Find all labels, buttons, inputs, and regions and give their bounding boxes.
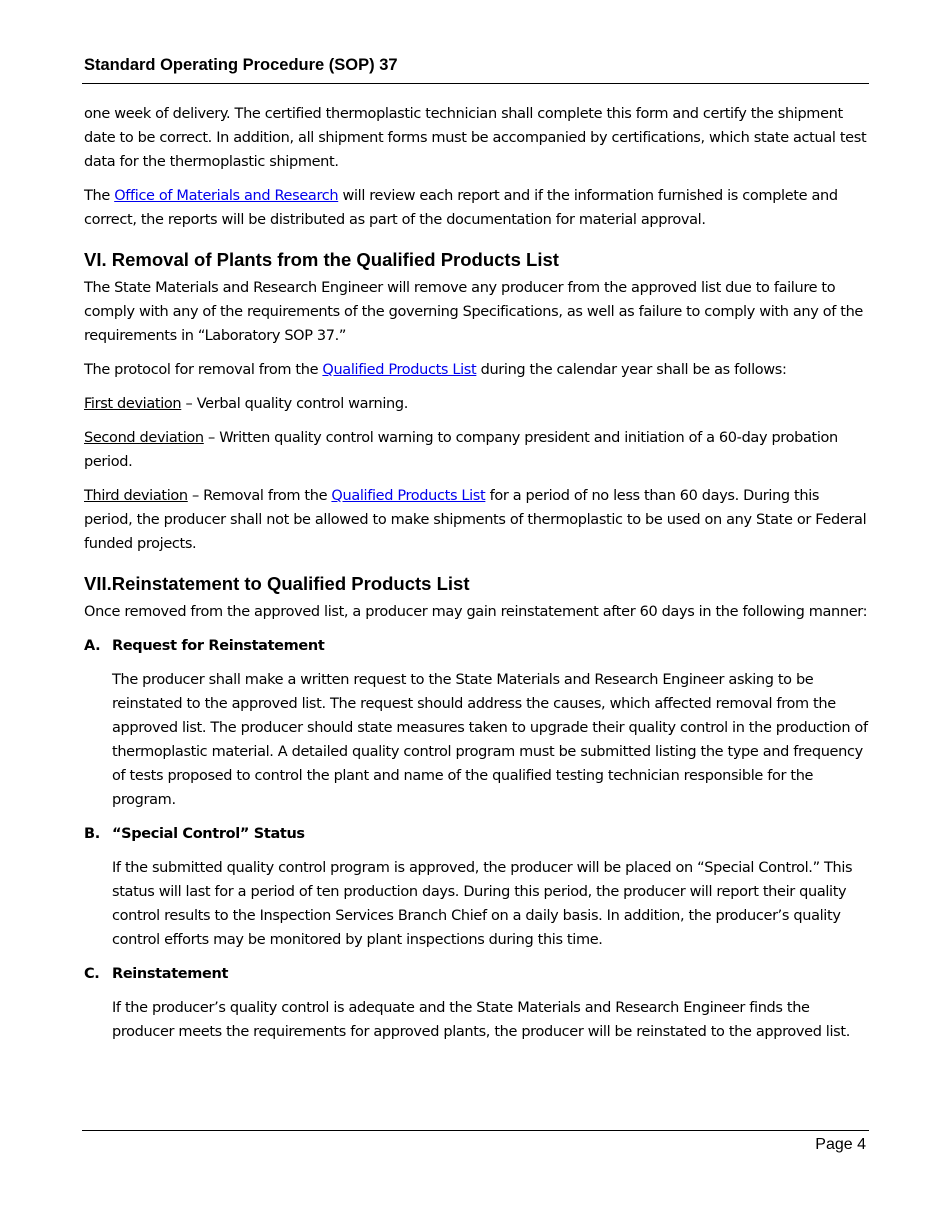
- section-6-intro: The State Materials and Research Engineer will remove any producer from the approved list due to failure to comply with any of the requirements of the governing Specifications, as well as failure to comply with any of the requirements in “Laboratory SOP 37.”: [84, 280, 864, 344]
- subsection-a-heading: [84, 634, 870, 658]
- subsection-b-letter: B.: [84, 826, 100, 842]
- subsection-c-letter: C.: [84, 966, 100, 982]
- office-review-paragraph: [84, 184, 870, 232]
- protocol-paragraph: [84, 358, 870, 382]
- first-deviation-paragraph: [84, 392, 870, 416]
- subsection-a-letter: A.: [84, 638, 101, 654]
- second-deviation-text: – Written quality control warning to company president and initiation of a 60-day probation period.: [84, 430, 838, 470]
- third-deviation-label: Third deviation: [84, 488, 188, 504]
- subsection-a-text: The producer shall make a written request to the State Materials and Research Engineer asking to be reinstated to the approved list. The request should address the causes, which affected removal from the approved list. The producer should state measures taken to upgrade their quality control in the production of thermoplastic material. A detailed quality control program must be submitted listing the type and frequency of tests proposed to control the plant and name of the qualified testing technician responsible for the program.: [112, 672, 868, 808]
- third-deviation-pre: – Removal from the: [187, 488, 332, 504]
- first-deviation-label: First deviation: [84, 396, 182, 412]
- office-review-pre: The: [84, 188, 115, 204]
- document-header-title: Standard Operating Procedure (SOP) 37: [84, 56, 398, 74]
- section-7-intro: Once removed from the approved list, a producer may gain reinstatement after 60 days in the following manner:: [84, 604, 868, 620]
- protocol-pre: The protocol for removal from the: [84, 362, 323, 378]
- second-deviation-label: Second deviation: [84, 430, 204, 446]
- subsection-c-title: Reinstatement: [112, 966, 229, 982]
- protocol-post: during the calendar year shall be as follows:: [476, 362, 787, 378]
- first-deviation-text: – Verbal quality control warning.: [181, 396, 409, 412]
- subsection-c-heading: [84, 962, 870, 986]
- subsection-b-heading: [84, 822, 870, 846]
- document-body: [84, 102, 870, 1054]
- subsection-b-title: “Special Control” Status: [112, 826, 305, 842]
- third-deviation-post: for a period of no less than 60 days. During this period, the producer shall not be allowed to make shipments of thermoplastic to be used on any State or Federal funded projects.: [84, 488, 867, 552]
- section-6-heading: VI. Removal of Plants from the Qualified Products List: [84, 249, 559, 270]
- third-deviation-paragraph: [84, 484, 870, 556]
- page-number: Page 4: [815, 1136, 866, 1153]
- shipment-paragraph: one week of delivery. The certified thermoplastic technician shall complete this form and certify the shipment date to be correct. In addition, all shipment forms must be accompanied by certifications, which state actual test data for the thermoplastic shipment.: [84, 106, 867, 170]
- subsection-b-text: If the submitted quality control program is approved, the producer will be placed on “Special Control.” This status will last for a period of ten production days. During this period, the producer will report their quality control results to the Inspection Services Branch Chief on a daily basis. In addition, the producer’s quality control efforts may be monitored by plant inspections during this time.: [112, 860, 853, 948]
- header-divider: [82, 83, 869, 84]
- subsection-a-title: Request for Reinstatement: [112, 638, 325, 654]
- qualified-products-list-link-2[interactable]: Qualified Products List: [331, 488, 486, 504]
- office-of-materials-link[interactable]: Office of Materials and Research: [114, 188, 339, 204]
- office-review-post: will review each report and if the information furnished is complete and correct, the reports will be distributed as part of the documentation for material approval.: [84, 188, 838, 228]
- subsection-c-text: If the producer’s quality control is adequate and the State Materials and Research Engineer finds the producer meets the requirements for approved plants, the producer will be reinstated to the approved list.: [112, 1000, 850, 1040]
- qualified-products-list-link[interactable]: Qualified Products List: [322, 362, 477, 378]
- second-deviation-paragraph: [84, 426, 870, 474]
- footer-divider: [82, 1130, 869, 1131]
- section-7-heading: VII.Reinstatement to Qualified Products List: [84, 573, 470, 594]
